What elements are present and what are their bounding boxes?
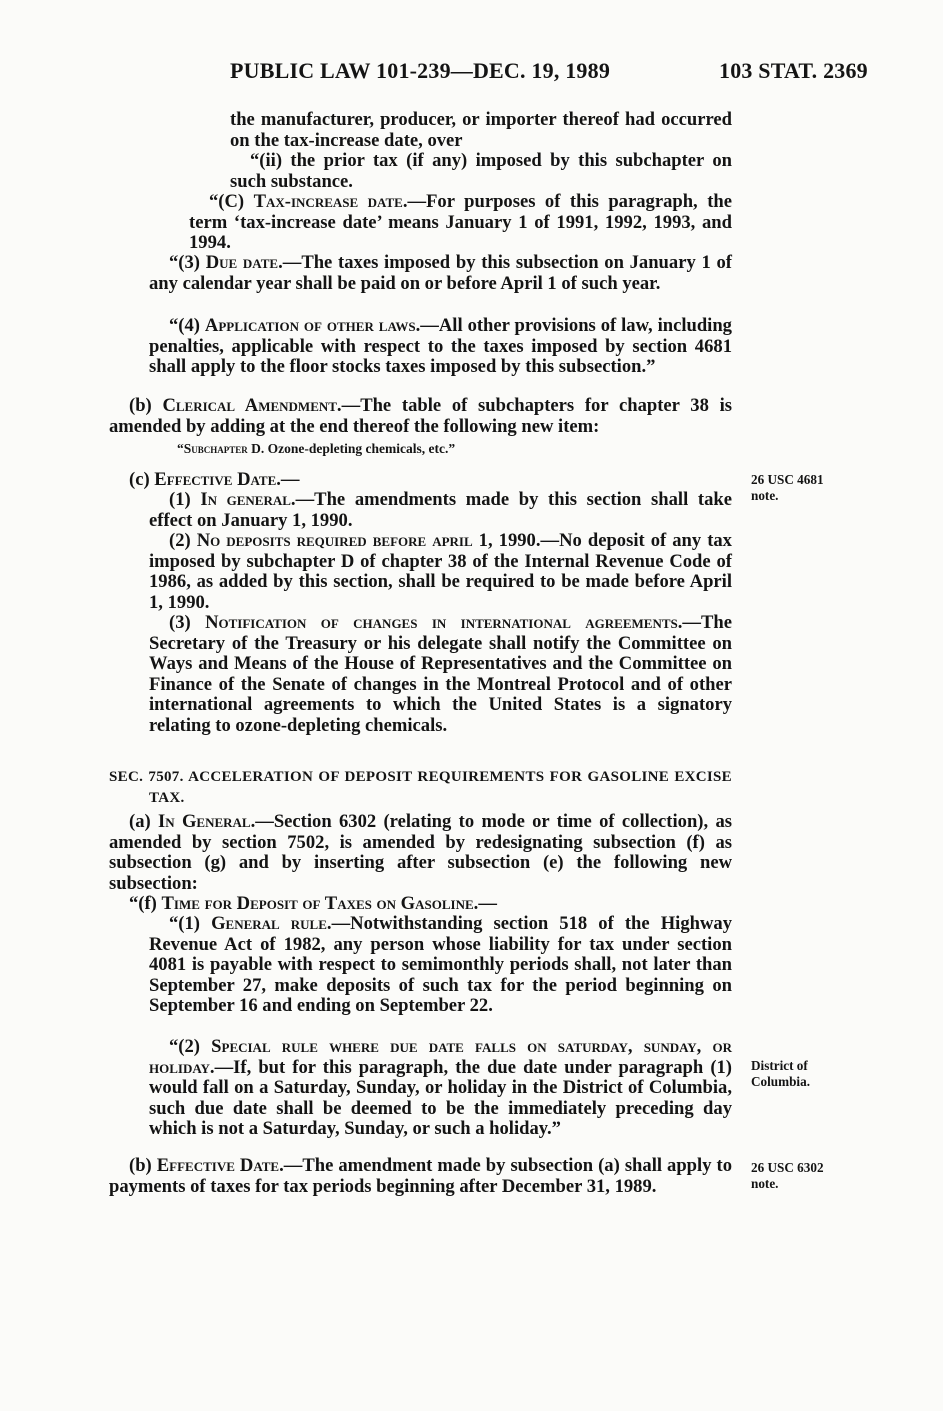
paragraph: “(1) General rule.—Notwithstanding section 518 of the Highway Revenue Act of 1982, any person whose liability for tax under section 4081 is payable with respect to semimonthly periods shall, not later than September 27, make deposits of such tax for the period beginning on September 16 and ending on September 22. — [149, 913, 732, 1017]
paragraph: “(2) Special rule where due date falls on saturday, sunday, or holiday.—If, but for this paragraph, the due date under paragraph (1) would fall on a Saturday, Sunday, or holiday in the District of Columbia, such due date shall be deemed to be the immediately preceding day which is not a Saturday, Sunday, or such a holiday.” — [149, 1036, 732, 1140]
paragraph: (2) No deposits required before april 1, 1990.—No deposit of any tax imposed by subchapter D of chapter 38 of the Internal Revenue Code of 1986, as added by this section, shall be required to be made before April 1, 1990. — [149, 530, 732, 613]
paragraph: “(ii) the prior tax (if any) imposed by this subchapter on such substance. — [230, 150, 732, 192]
paragraph: “(4) Application of other laws.—All other provisions of law, including penalties, applicable with respect to the taxes imposed by section 4681 shall apply to the floor stocks taxes imposed by this subsection.” — [149, 315, 732, 378]
paragraph: (c) Effective Date.— — [129, 469, 300, 490]
paragraph: (a) In General.—Section 6302 (relating to mode or time of collection), as amended by section 7502, is amended by redesignating subsection (f) as subsection (g) and by inserting after subsection (e) the following new subsection: — [109, 811, 732, 894]
running-header-title: PUBLIC LAW 101-239—DEC. 19, 1989 — [230, 58, 611, 83]
paragraph: (1) In general.—The amendments made by this section shall take effect on January 1, 1990. — [149, 489, 732, 531]
table-item: “Subchapter D. Ozone-depleting chemicals, etc.” — [177, 441, 456, 456]
section-heading: SEC. 7507. ACCELERATION OF DEPOSIT REQUIREMENTS FOR GASOLINE EXCISE TAX. — [109, 769, 732, 806]
paragraph: (b) Effective Date.—The amendment made by subsection (a) shall apply to payments of taxes for tax periods beginning after December 31, 1989. — [109, 1155, 732, 1197]
running-header-page-number: 103 STAT. 2369 — [719, 58, 868, 83]
margin-note: 26 USC 6302 note. — [751, 1160, 824, 1191]
margin-note: District of Columbia. — [751, 1058, 810, 1089]
paragraph: “(C) Tax-increase date.—For purposes of this paragraph, the term ‘tax-increase date’ means January 1 of 1991, 1992, 1993, and 1994. — [189, 191, 732, 254]
paragraph: the manufacturer, producer, or importer thereof had occurred on the tax-increase date, over — [230, 109, 732, 151]
paragraph: (3) Notification of changes in international agreements.—The Secretary of the Treasury or his delegate shall notify the Committee on Ways and Means of the House of Representatives and the Committee on Finance of the Senate of changes in the Montreal Protocol and of other international agreements to which the United States is a signatory relating to ozone-depleting chemicals. — [149, 612, 732, 736]
paragraph: “(3) Due date.—The taxes imposed by this subsection on January 1 of any calendar year shall be paid on or before April 1 of such year. — [149, 252, 732, 294]
margin-note: 26 USC 4681 note. — [751, 472, 824, 503]
paragraph: “(f) Time for Deposit of Taxes on Gasoline.— — [129, 893, 497, 914]
paragraph: (b) Clerical Amendment.—The table of subchapters for chapter 38 is amended by adding at the end thereof the following new item: — [109, 395, 732, 437]
